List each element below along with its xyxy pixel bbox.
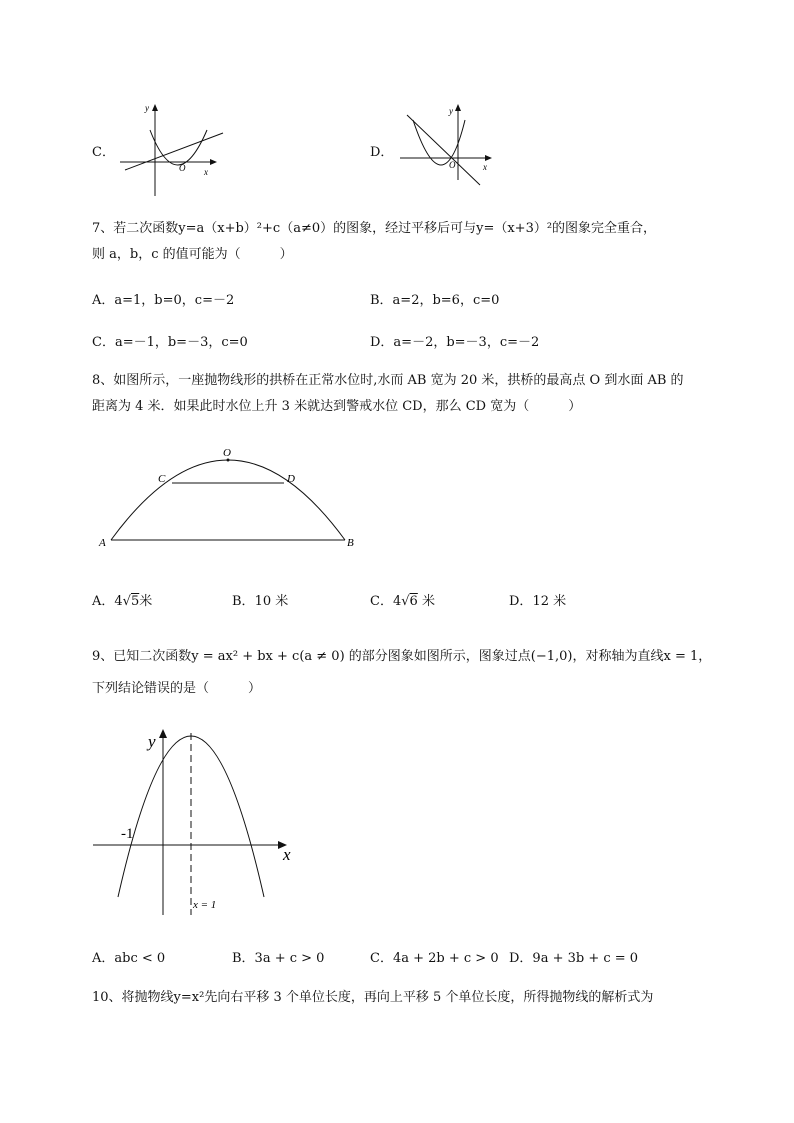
q8-option-b[interactable]: B．10 米 — [232, 594, 289, 609]
q9-option-d[interactable]: D．9a + 3b + c = 0 — [509, 951, 639, 966]
sqrt-sign-icon: √ — [401, 594, 410, 609]
q8-label-a: A — [99, 537, 106, 549]
q7-option-c[interactable]: C．a=－1，b=－3，c=0 — [92, 335, 248, 350]
q7-option-d[interactable]: D．a=－2，b=－3，c=－2 — [370, 335, 540, 350]
q6c-x-arrow — [210, 159, 217, 165]
q6-option-c-graph — [115, 100, 235, 200]
q8-option-a[interactable]: A．4√5米 — [92, 594, 153, 609]
q9-y-arrow — [159, 729, 167, 738]
q9-option-b[interactable]: B．3a + c > 0 — [232, 951, 325, 966]
q10-stem-line1: 10、将抛物线y=x²先向右平移 3 个单位长度，再向上平移 5 个单位长度，所得抛物线的解析式为 — [92, 990, 654, 1005]
q6d-y-arrow — [455, 104, 461, 111]
sqrt-sign-icon: √ — [122, 594, 131, 609]
q6c-origin-label: O — [179, 163, 186, 173]
q8-stem-line1: 8、如图所示，一座抛物线形的拱桥在正常水位时,水而 AB 宽为 20 米，拱桥的最高点 O 到水面 AB 的 — [92, 373, 684, 388]
q8-option-d[interactable]: D．12 米 — [509, 594, 567, 609]
q8-arch-parabola — [111, 460, 345, 540]
q6-option-c-letter[interactable]: C． — [92, 145, 115, 160]
q9-label-y: y — [148, 732, 156, 751]
q7-stem-line2: 则 a，b，c 的值可能为（ ） — [92, 247, 293, 262]
q6d-origin-label: O — [449, 160, 456, 170]
q6d-line — [407, 115, 480, 185]
q8-stem-line2: 距离为 4 米．如果此时水位上升 3 米就达到警戒水位 CD，那么 CD 宽为（ ） — [92, 399, 582, 414]
q6-option-d-graph — [395, 100, 505, 190]
q6d-y-label: y — [449, 106, 453, 116]
q6c-y-arrow — [152, 104, 158, 111]
q7-stem-line1: 7、若二次函数y=a（x+b）²+c（a≠0）的图象，经过平移后可与y=（x+3）²的图象完全重合， — [92, 221, 657, 236]
q9-parabola-figure — [90, 725, 310, 920]
q9-stem-line2: 下列结论错误的是（ ） — [92, 681, 262, 696]
q8-label-o: O — [223, 447, 231, 459]
q9-option-a[interactable]: A．abc < 0 — [92, 951, 166, 966]
q6d-x-label: x — [483, 162, 487, 172]
q9-label-neg-one: -1 — [121, 826, 134, 842]
q6d-x-arrow — [485, 155, 492, 161]
q9-label-x: x — [283, 845, 291, 864]
q8-option-c[interactable]: C．4√6 米 — [370, 594, 435, 609]
q8-label-b: B — [347, 537, 354, 549]
q6c-x-label: x — [204, 167, 208, 177]
q9-stem-line1: 9、已知二次函数y = ax² + bx + c(a ≠ 0) 的部分图象如图所示，图象过点(−1,0)，对称轴为直线x = 1， — [92, 649, 712, 664]
q6c-parabola — [150, 130, 207, 165]
q6-option-d-letter[interactable]: D． — [370, 145, 394, 160]
q8-bridge-figure — [95, 440, 365, 555]
q8-label-d: D — [287, 473, 295, 485]
q8-label-c: C — [158, 473, 166, 485]
q7-option-a[interactable]: A．a=1，b=0，c=－2 — [92, 293, 235, 308]
q9-option-c[interactable]: C．4a + 2b + c > 0 — [370, 951, 499, 966]
q6c-y-label: y — [145, 103, 149, 113]
q7-option-b[interactable]: B．a=2，b=6，c=0 — [370, 293, 500, 308]
q9-label-axis-line: x = 1 — [193, 899, 217, 911]
